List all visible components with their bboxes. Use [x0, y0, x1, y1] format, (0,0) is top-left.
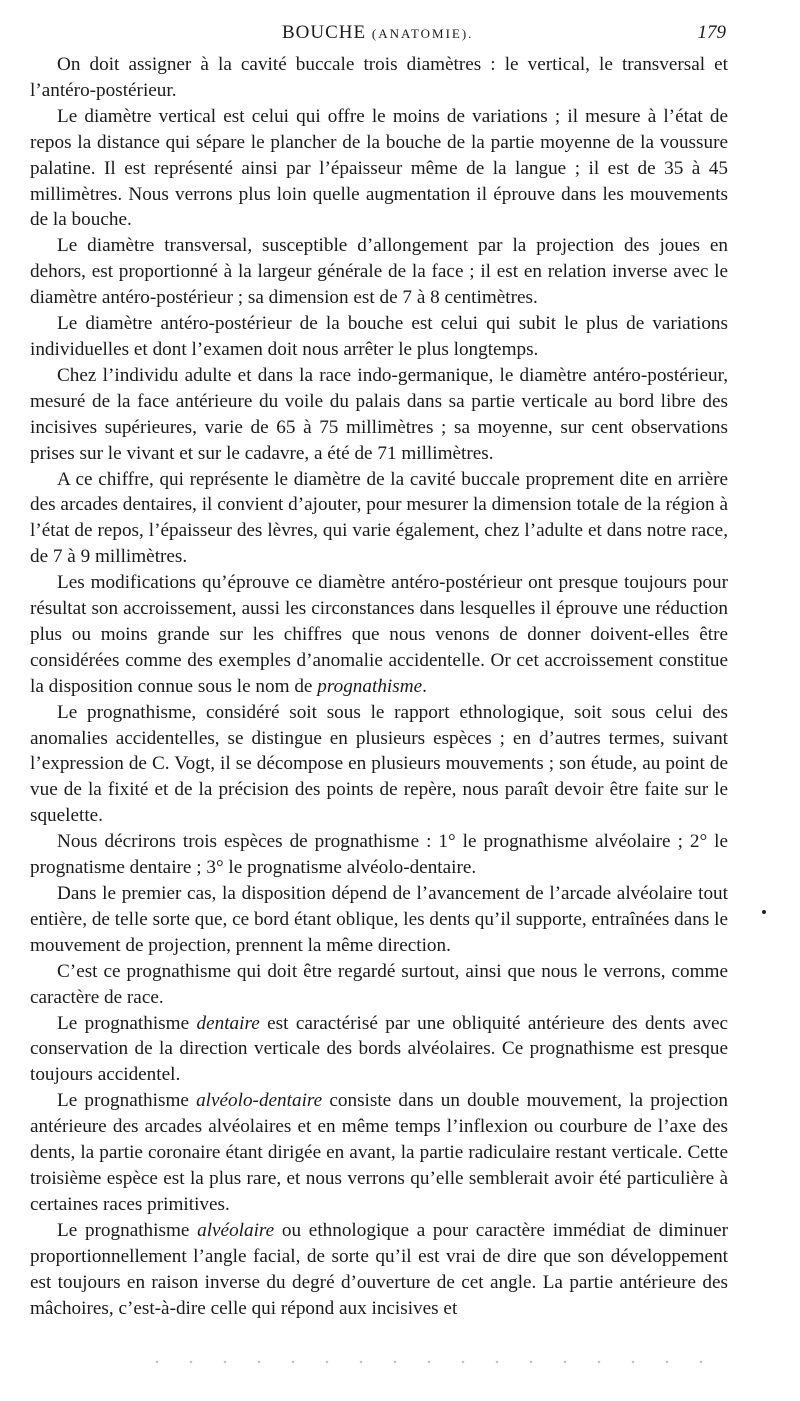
header-title: BOUCHE	[282, 22, 367, 43]
paragraph	[30, 52, 728, 104]
text-run: Le prognathisme	[57, 1012, 197, 1034]
body-text	[30, 52, 728, 1321]
paragraph	[30, 311, 728, 363]
text-run: .	[422, 675, 427, 697]
paragraph	[30, 1088, 728, 1218]
header-section: (ANATOMIE).	[371, 26, 474, 41]
page-number: 179	[697, 22, 726, 43]
paragraph	[30, 829, 728, 881]
text-run: Le diamètre transversal, susceptible d’allongement par la projection des joues en dehors, est proportionné à la largeur générale de la face ; il est en relation inverse avec le diamètre antéro-postérieur ; sa dimension est de 7 à 8 centimètres.	[30, 235, 728, 309]
text-run: Les modifications qu’éprouve ce diamètre antéro-postérieur ont presque toujours pour résultat son accroissement, aussi les circonstances dans lesquelles il éprouve une réduction plus ou moins grande sur les chiffres que nous venons de donner doivent-elles être considérées comme des exemples d’anomalie accidentelle. Or cet accroissement constitue la disposition connue sous le nom de	[30, 572, 728, 697]
text-run: Le prognathisme	[57, 1219, 198, 1241]
text-run: Le diamètre vertical est celui qui offre le moins de variations ; il mesure à l’état de repos la distance qui sépare le plancher de la bouche de la partie moyenne de la voussure palatine. Il est représenté ainsi par l’épaisseur même de la langue ; il est de 35 à 45 millimètres. Nous verrons plus loin quelle augmentation il éprouve dans les mouvements de la bouche.	[30, 105, 728, 231]
text-run: consiste dans un double mouvement, la projection antérieure des arcades alvéolaires et en même temps l’inflexion ou courbure de l’axe des dents, la partie coronaire étant dirigée en avant, la partie radiculaire restant verticale. Cette troisième espèce est la plus rare, et nous verrons qu’elle semblerait avoir été particulière à certaines races primitives.	[30, 1090, 728, 1215]
text-run: Nous décrirons trois espèces de prognathisme : 1° le prognathisme alvéolaire ; 2° le prognatisme dentaire ; 3° le prognatisme alvéolo-dentaire.	[30, 831, 728, 879]
paragraph	[30, 959, 728, 1011]
text-run: A ce chiffre, qui représente le diamètre de la cavité buccale proprement dite en arrière des arcades dentaires, il convient d’ajouter, pour mesurer la dimension totale de la région à l’état de repos, l’épaisseur des lèvres, qui varie également, chez l’adulte et dans notre race, de 7 à 9 millimètres.	[30, 468, 728, 568]
text-run: Le diamètre antéro-postérieur de la bouche est celui qui subit le plus de variations individuelles et dont l’examen doit nous arrêter le plus longtemps.	[30, 313, 728, 360]
paragraph	[30, 363, 728, 467]
italic-term: prognathisme	[317, 675, 423, 697]
italic-term: alvéolaire	[197, 1219, 275, 1241]
italic-term: alvéolo-dentaire	[196, 1090, 323, 1112]
text-run: Dans le premier cas, la disposition dépend de l’avancement de l’arcade alvéolaire tout entière, de telle sorte que, ce bord étant oblique, les dents qu’il supporte, entraînées dans le mouvement de projection, prennent la même direction.	[30, 883, 728, 956]
page	[30, 22, 728, 1321]
running-header	[30, 22, 728, 52]
paragraph	[30, 881, 728, 959]
italic-term: dentaire	[196, 1012, 260, 1034]
text-run: ou ethnologique a pour caractère immédiat de diminuer proportionnellement l’angle facial, de sorte qu’il est vrai de dire que son développement est toujours en raison inverse du degré d’ouverture de cet angle. La partie antérieure des mâchoires, c’est-à-dire celle qui répond aux incisives et	[30, 1219, 728, 1319]
paragraph	[30, 467, 728, 571]
text-run: Le prognathisme	[57, 1090, 197, 1112]
bottom-edge-marks	[140, 1360, 720, 1364]
text-run: est caractérisé par une obliquité antérieure des dents avec conservation de la direction verticale des bords alvéolaires. Ce prognathisme est presque toujours accidentel.	[30, 1012, 729, 1086]
paragraph	[30, 700, 728, 830]
text-run: Chez l’individu adulte et dans la race indo-germanique, le diamètre antéro-postérieur, mesuré de la face antérieure du voile du palais dans sa partie verticale au bord libre des incisives supérieures, varie de 65 à 75 millimètres ; sa moyenne, sur cent observations prises sur le vivant et sur le cadavre, a été de 71 millimètres.	[30, 364, 728, 464]
paragraph	[30, 570, 728, 700]
text-run: On doit assigner à la cavité buccale trois diamètres : le vertical, le transversal et l’antéro-postérieur.	[30, 54, 728, 101]
paragraph	[30, 1218, 728, 1322]
running-head	[282, 22, 473, 44]
stray-ink-dot	[762, 910, 766, 914]
paragraph	[30, 1011, 728, 1089]
text-run: C’est ce prognathisme qui doit être regardé surtout, ainsi que nous le verrons, comme caractère de race.	[30, 960, 728, 1008]
paragraph	[30, 233, 728, 311]
text-run: Le prognathisme, considéré soit sous le rapport ethnologique, soit sous celui des anomalies accidentelles, se distingue en plusieurs espèces ; en d’autres termes, suivant l’expression de C. Vogt, il se décompose en plusieurs mouvements ; son étude, au point de vue de la fixité et de la précision des points de repère, nous paraît devoir être faite sur le squelette.	[30, 701, 728, 827]
paragraph	[30, 104, 728, 234]
